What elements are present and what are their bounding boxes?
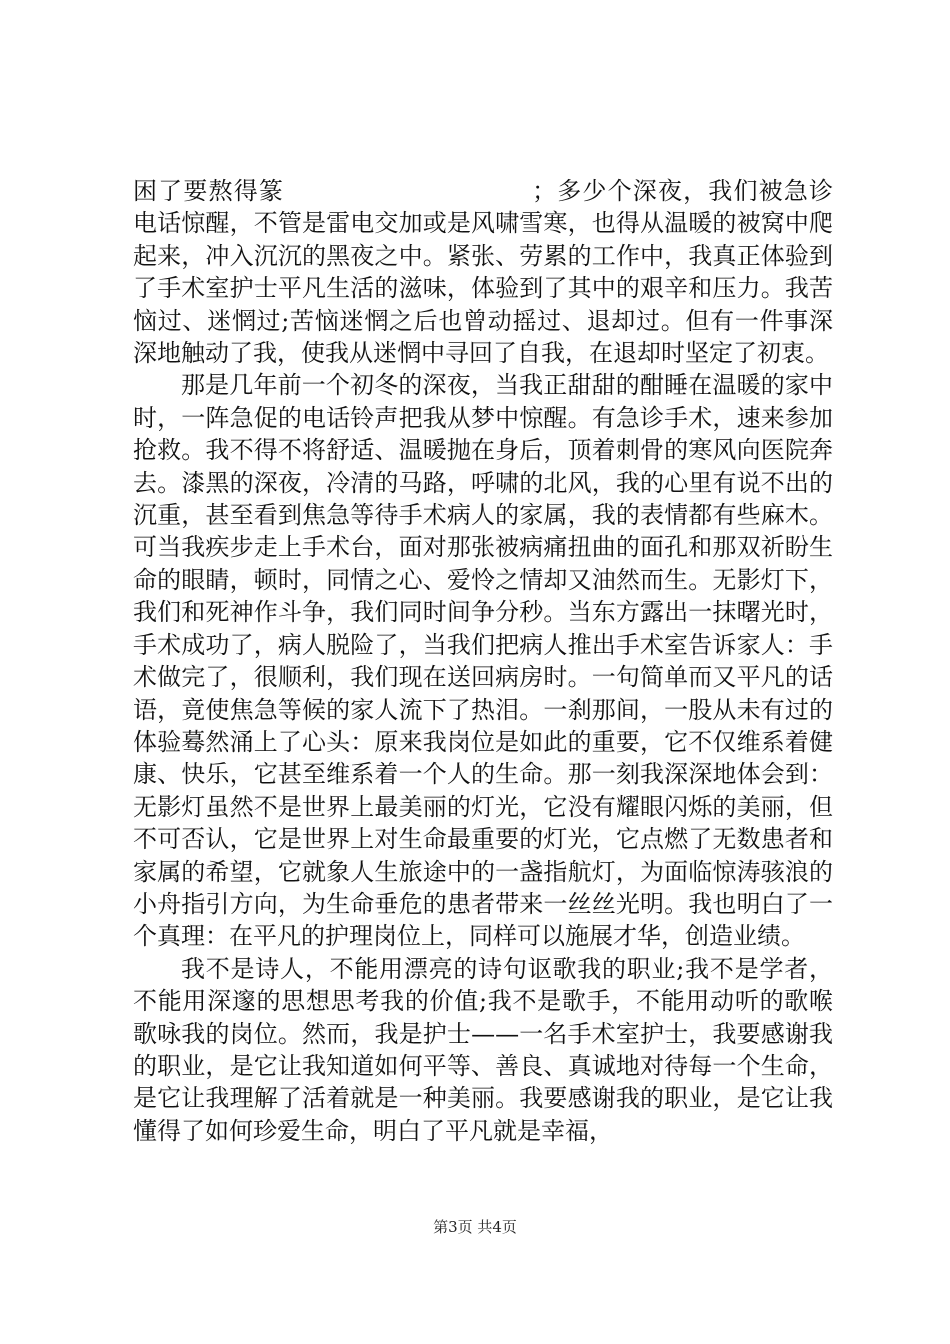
paragraph-head: 困了要熬得篆 (133, 177, 285, 205)
paragraph (133, 175, 833, 369)
paragraph: 我不是诗人，不能用漂亮的诗句讴歌我的职业;我不是学者，不能用深邃的思想思考我的价值;我不是歌手，不能用动听的歌喉歌咏我的岗位。然而，我是护士——一名手术室护士，我要感谢我的职业，是它让我知道如何平等、善良、真诚地对待每一个生命，是它让我理解了活着就是一种美丽。我要感谢我的职业，是它让我懂得了如何珍爱生命，明白了平凡就是幸福， (133, 954, 833, 1145)
page-number-footer: 第3页 共4页 (433, 1218, 517, 1236)
paragraph-tail: ；多少个深夜，我们被急诊电话惊醒，不管是雷电交加或是风啸雪寒，也得从温暖的被窝中爬起来，冲入沉沉的黑夜之中。紧张、劳累的工作中，我真正体验到了手术室护士平凡生活的滋味，体验到了其中的艰辛和压力。我苦恼过、迷惘过;苦恼迷惘之后也曾动摇过、退却过。但有一件事深深地触动了我，使我从迷惘中寻回了自我，在退却时坚定了初衷。 (133, 177, 834, 368)
paragraph: 那是几年前一个初冬的深夜，当我正甜甜的酣睡在温暖的家中时，一阵急促的电话铃声把我从梦中惊醒。有急诊手术，速来参加抢救。我不得不将舒适、温暖抛在身后，顶着刺骨的寒风向医院奔去。漆黑的深夜，冷清的马路，呼啸的北风，我的心里有说不出的沉重，甚至看到焦急等待手术病人的家属，我的表情都有些麻木。可当我疾步走上手术台，面对那张被病痛扭曲的面孔和那双祈盼生命的眼睛，顿时，同情之心、爱怜之情却又油然而生。无影灯下，我们和死神作斗争，我们同时间争分秒。当东方露出一抹曙光时，手术成功了，病人脱险了，当我们把病人推出手术室告诉家人：手术做完了，很顺利，我们现在送回病房时。一句简单而又平凡的话语，竟使焦急等候的家人流下了热泪。一刹那间，一股从未有过的体验蓦然涌上了心头：原来我岗位是如此的重要，它不仅维系着健康、快乐，它甚至维系着一个人的生命。那一刻我深深地体会到：无影灯虽然不是世界上最美丽的灯光，它没有耀眼闪烁的美丽，但不可否认，它是世界上对生命最重要的灯光，它点燃了无数患者和家属的希望，它就象人生旅途中的一盏指航灯，为面临惊涛骇浪的小舟指引方向，为生命垂危的患者带来一丝丝光明。我也明白了一个真理：在平凡的护理岗位上，同样可以施展才华，创造业绩。 (133, 371, 833, 951)
document-body (133, 175, 833, 1147)
